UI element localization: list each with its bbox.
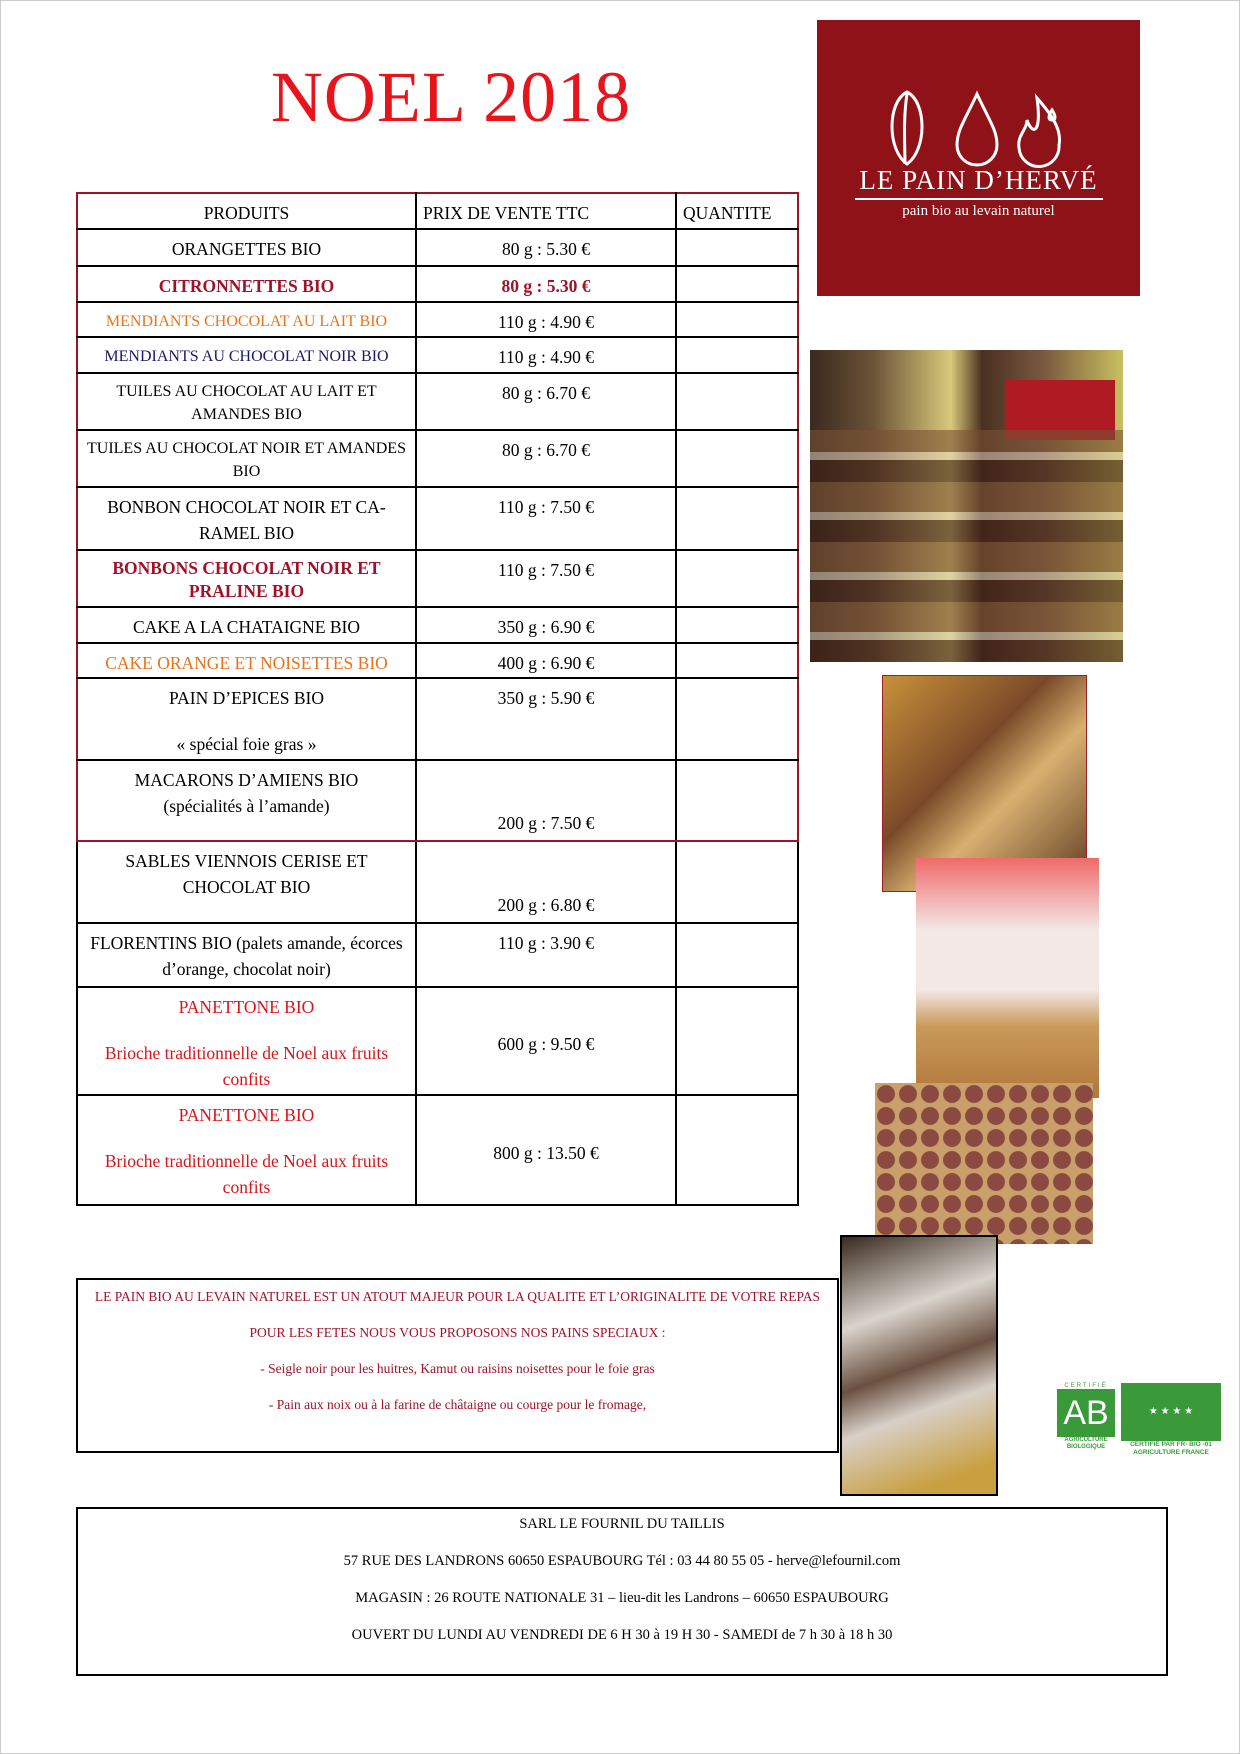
quantity-cell[interactable] xyxy=(676,302,798,337)
quantity-cell[interactable] xyxy=(676,643,798,678)
product-note: (spécialités à l’amande) xyxy=(163,796,330,816)
divider xyxy=(855,198,1103,200)
table-row xyxy=(77,643,798,678)
quantity-cell[interactable] xyxy=(676,229,798,266)
table-row xyxy=(77,550,798,607)
product-title: MACARONS D’AMIENS BIO xyxy=(134,770,359,790)
company-address: 57 RUE DES LANDRONS 60650 ESPAUBOURG Tél : 03 44 80 55 05 - herve@lefournil.com xyxy=(343,1553,901,1569)
product-note: Brioche traditionnelle de Noel aux fruits confits xyxy=(104,1151,389,1197)
table-row xyxy=(77,987,798,1095)
grain-water-fire-icon xyxy=(887,90,1072,170)
quantity-cell[interactable] xyxy=(676,841,798,923)
product-name: CAKE A LA CHATAIGNE BIO xyxy=(77,607,416,643)
table-row xyxy=(77,678,798,760)
quantity-cell[interactable] xyxy=(676,923,798,987)
product-price: 800 g : 13.50 € xyxy=(416,1095,676,1205)
product-name: MENDIANTS CHOCOLAT AU LAIT BIO xyxy=(77,302,416,337)
quantity-cell[interactable] xyxy=(676,987,798,1095)
product-name: ORANGETTES BIO xyxy=(77,229,416,266)
table-row xyxy=(77,1095,798,1205)
product-name xyxy=(77,678,416,760)
quantity-cell[interactable] xyxy=(676,487,798,550)
ab-label-bottom: AGRICULTURE BIOLOGIQUE xyxy=(1064,1437,1108,1450)
contact-footer xyxy=(76,1507,1168,1676)
product-name: SABLES VIENNOIS CERISE ET CHOCOLAT BIO xyxy=(77,841,416,923)
quantity-cell[interactable] xyxy=(676,678,798,760)
bread-bag-photo xyxy=(840,1235,998,1496)
product-price: 110 g : 7.50 € xyxy=(416,550,676,607)
ab-label-top: CERTIFIÉ xyxy=(1064,1383,1108,1389)
product-note: « spécial foie gras » xyxy=(176,734,317,754)
product-note: Brioche traditionnelle de Noel aux fruits confits xyxy=(104,1043,389,1089)
product-price: 200 g : 6.80 € xyxy=(416,841,676,923)
table-row xyxy=(77,430,798,487)
product-title: PANETTONE BIO xyxy=(178,1105,315,1125)
product-name xyxy=(77,1095,416,1205)
eu-label: CERTIFIÉ PAR FR- BIO -01 AGRICULTURE FRANCE xyxy=(1130,1441,1212,1456)
quantity-cell[interactable] xyxy=(676,760,798,841)
product-title: PANETTONE BIO xyxy=(178,997,315,1017)
product-title: PAIN D’EPICES BIO xyxy=(169,688,324,708)
page-title: NOEL 2018 xyxy=(270,57,632,137)
product-price: 80 g : 5.30 € xyxy=(416,229,676,266)
product-name xyxy=(77,987,416,1095)
price-table xyxy=(76,192,799,1206)
product-price: 80 g : 6.70 € xyxy=(416,430,676,487)
table-row xyxy=(77,302,798,337)
sables-photo xyxy=(875,1083,1093,1244)
info-line: POUR LES FETES NOUS VOUS PROPOSONS NOS PAINS SPECIAUX : xyxy=(249,1325,666,1340)
info-line: - Seigle noir pour les huitres, Kamut ou raisins noisettes pour le foie gras xyxy=(260,1361,655,1376)
table-header-row xyxy=(77,193,798,229)
product-name: CITRONNETTES BIO xyxy=(77,266,416,302)
quantity-cell[interactable] xyxy=(676,430,798,487)
company-name: SARL LE FOURNIL DU TAILLIS xyxy=(519,1516,725,1532)
ab-organic-logo: CERTIFIÉ AB AGRICULTURE BIOLOGIQUE xyxy=(1057,1383,1115,1461)
table-row xyxy=(77,923,798,987)
info-line: LE PAIN BIO AU LEVAIN NATUREL EST UN ATOUT MAJEUR POUR LA QUALITE ET L’ORIGINALITE DE VOTRE REPAS xyxy=(94,1289,821,1304)
product-name: BONBONS CHOCOLAT NOIR ET PRALINE BIO xyxy=(77,550,416,607)
product-name: CAKE ORANGE ET NOISETTES BIO xyxy=(77,643,416,678)
product-price: 600 g : 9.50 € xyxy=(416,987,676,1095)
brand-logo xyxy=(817,20,1140,296)
quantity-cell[interactable] xyxy=(676,1095,798,1205)
info-line: - Pain aux noix ou à la farine de châtaigne ou courge pour le fromage, xyxy=(268,1397,647,1412)
opening-hours: OUVERT DU LUNDI AU VENDREDI DE 6 H 30 à 19 H 30 - SAMEDI de 7 h 30 à 18 h 30 xyxy=(351,1627,893,1643)
product-name xyxy=(77,760,416,841)
header-produits: PRODUITS xyxy=(77,193,416,229)
table-row xyxy=(77,841,798,923)
quantity-cell[interactable] xyxy=(676,550,798,607)
table-row xyxy=(77,266,798,302)
product-price: 110 g : 7.50 € xyxy=(416,487,676,550)
product-price: 110 g : 4.90 € xyxy=(416,302,676,337)
quantity-cell[interactable] xyxy=(676,266,798,302)
eu-leaf-stars-icon: ★ ★ ★ ★ xyxy=(1121,1383,1221,1441)
brand-name: LE PAIN D’HERVÉ xyxy=(859,165,1098,195)
product-name: TUILES AU CHOCOLAT AU LAIT ET AMANDES BIO xyxy=(77,373,416,430)
product-price: 110 g : 3.90 € xyxy=(416,923,676,987)
macarons-box-photo xyxy=(916,858,1099,1098)
table-row xyxy=(77,337,798,373)
product-price: 80 g : 5.30 € xyxy=(416,266,676,302)
table-row xyxy=(77,487,798,550)
eu-organic-logo xyxy=(1121,1383,1221,1461)
table-row xyxy=(77,760,798,841)
product-name: BONBON CHOCOLAT NOIR ET CA-RAMEL BIO xyxy=(77,487,416,550)
quantity-cell[interactable] xyxy=(676,607,798,643)
product-price: 350 g : 6.90 € xyxy=(416,607,676,643)
product-price: 80 g : 6.70 € xyxy=(416,373,676,430)
table-row xyxy=(77,373,798,430)
header-prix: PRIX DE VENTE TTC xyxy=(416,193,676,229)
special-breads-box xyxy=(76,1278,839,1453)
product-price: 110 g : 4.90 € xyxy=(416,337,676,373)
product-name: TUILES AU CHOCOLAT NOIR ET AMANDES BIO xyxy=(77,430,416,487)
product-price: 200 g : 7.50 € xyxy=(416,760,676,841)
table-row xyxy=(77,607,798,643)
header-quantite: QUANTITE xyxy=(676,193,798,229)
table-row xyxy=(77,229,798,266)
shop-display-photo xyxy=(810,350,1123,662)
product-price: 350 g : 5.90 € xyxy=(416,678,676,760)
product-name: MENDIANTS AU CHOCOLAT NOIR BIO xyxy=(77,337,416,373)
brand-tagline: pain bio au levain naturel xyxy=(902,203,1055,219)
quantity-cell[interactable] xyxy=(676,373,798,430)
shop-address: MAGASIN : 26 ROUTE NATIONALE 31 – lieu-dit les Landrons – 60650 ESPAUBOURG xyxy=(355,1590,889,1606)
quantity-cell[interactable] xyxy=(676,337,798,373)
product-price: 400 g : 6.90 € xyxy=(416,643,676,678)
product-name: FLORENTINS BIO (palets amande, écorces d’orange, chocolat noir) xyxy=(77,923,416,987)
